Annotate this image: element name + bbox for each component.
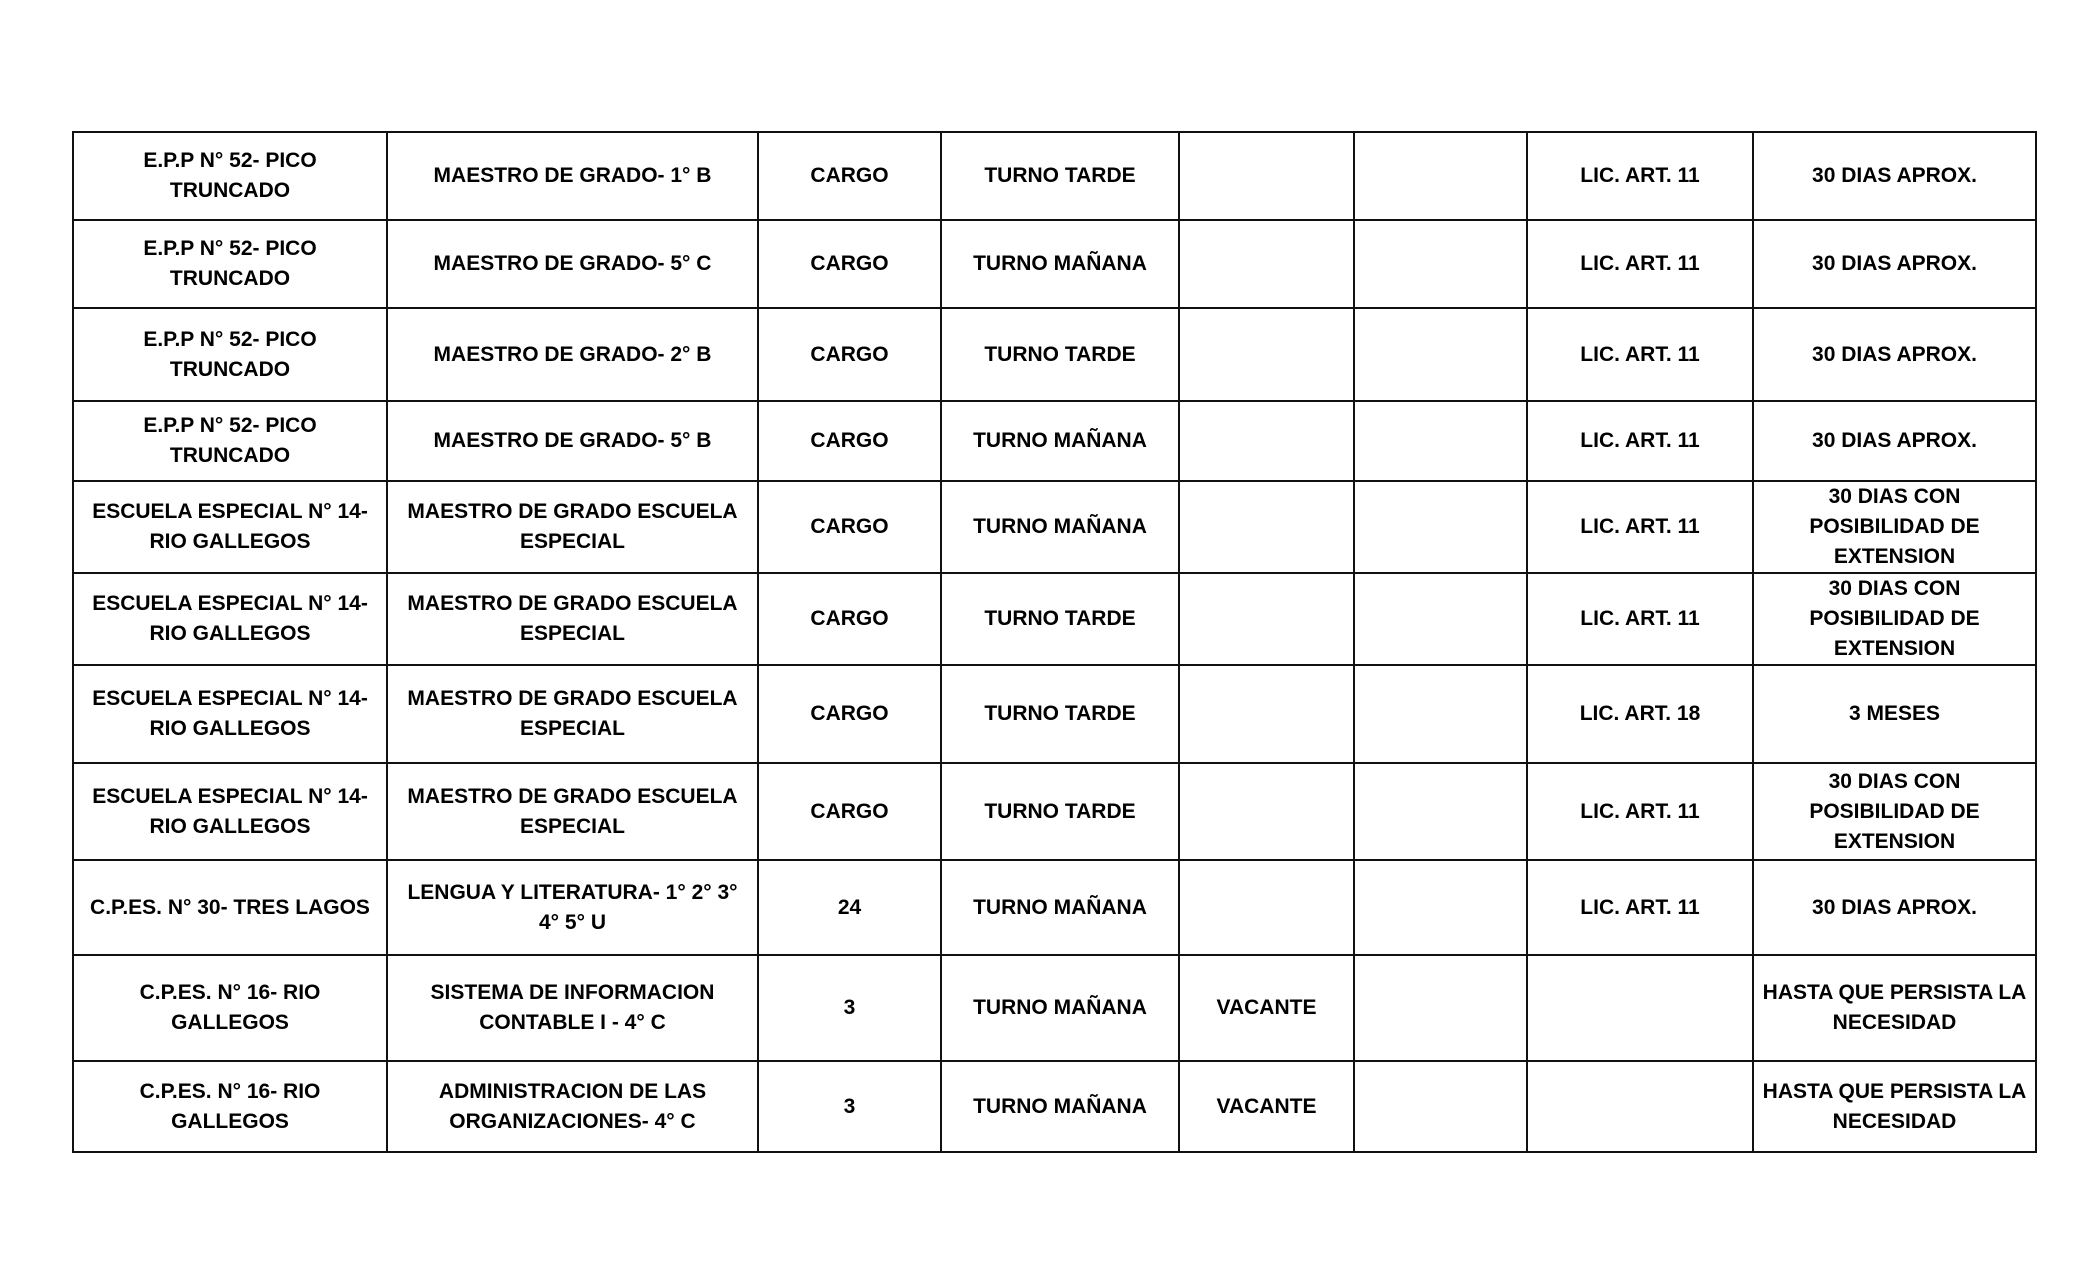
cell-license: [1527, 955, 1753, 1061]
cell-school: E.P.P N° 52- PICO TRUNCADO: [73, 401, 387, 481]
cell-status: [1179, 308, 1354, 401]
cell-shift: TURNO TARDE: [941, 763, 1179, 860]
cell-empty: [1354, 573, 1527, 665]
cell-school: E.P.P N° 52- PICO TRUNCADO: [73, 308, 387, 401]
cell-hours: CARGO: [758, 665, 941, 763]
cell-position: LENGUA Y LITERATURA- 1° 2° 3° 4° 5° U: [387, 860, 758, 955]
cell-school: E.P.P N° 52- PICO TRUNCADO: [73, 220, 387, 308]
cell-duration: 30 DIAS APROX.: [1753, 132, 2036, 220]
cell-duration: 3 MESES: [1753, 665, 2036, 763]
cell-hours: CARGO: [758, 220, 941, 308]
cell-hours: 3: [758, 955, 941, 1061]
cell-empty: [1354, 220, 1527, 308]
cell-position: SISTEMA DE INFORMACION CONTABLE I - 4° C: [387, 955, 758, 1061]
table-body: [73, 132, 2036, 1152]
cell-license: LIC. ART. 11: [1527, 132, 1753, 220]
cell-duration: HASTA QUE PERSISTA LA NECESIDAD: [1753, 1061, 2036, 1152]
cell-status: [1179, 763, 1354, 860]
cell-status: [1179, 665, 1354, 763]
cell-shift: TURNO TARDE: [941, 308, 1179, 401]
cell-status: [1179, 573, 1354, 665]
cell-license: LIC. ART. 11: [1527, 573, 1753, 665]
cell-license: LIC. ART. 11: [1527, 308, 1753, 401]
cell-position: ADMINISTRACION DE LAS ORGANIZACIONES- 4° C: [387, 1061, 758, 1152]
cell-empty: [1354, 401, 1527, 481]
cell-empty: [1354, 763, 1527, 860]
table-row: [73, 308, 2036, 401]
cell-shift: TURNO MAÑANA: [941, 1061, 1179, 1152]
table-row: [73, 401, 2036, 481]
cell-empty: [1354, 860, 1527, 955]
cell-license: LIC. ART. 11: [1527, 401, 1753, 481]
table-row: [73, 1061, 2036, 1152]
cell-status: VACANTE: [1179, 1061, 1354, 1152]
cell-duration: 30 DIAS CON POSIBILIDAD DE EXTENSION: [1753, 763, 2036, 860]
cell-shift: TURNO MAÑANA: [941, 220, 1179, 308]
cell-hours: CARGO: [758, 132, 941, 220]
table-row: [73, 220, 2036, 308]
vacancy-sheet: [72, 131, 2035, 1153]
cell-status: [1179, 132, 1354, 220]
table-row: [73, 665, 2036, 763]
cell-duration: 30 DIAS APROX.: [1753, 308, 2036, 401]
cell-hours: CARGO: [758, 763, 941, 860]
cell-position: MAESTRO DE GRADO- 5° B: [387, 401, 758, 481]
cell-status: VACANTE: [1179, 955, 1354, 1061]
cell-empty: [1354, 308, 1527, 401]
table-row: [73, 955, 2036, 1061]
cell-shift: TURNO MAÑANA: [941, 860, 1179, 955]
cell-shift: TURNO MAÑANA: [941, 481, 1179, 573]
cell-position: MAESTRO DE GRADO ESCUELA ESPECIAL: [387, 763, 758, 860]
cell-hours: CARGO: [758, 481, 941, 573]
cell-school: C.P.ES. N° 16- RIO GALLEGOS: [73, 1061, 387, 1152]
cell-shift: TURNO MAÑANA: [941, 401, 1179, 481]
cell-empty: [1354, 1061, 1527, 1152]
cell-school: E.P.P N° 52- PICO TRUNCADO: [73, 132, 387, 220]
cell-position: MAESTRO DE GRADO ESCUELA ESPECIAL: [387, 573, 758, 665]
cell-hours: CARGO: [758, 401, 941, 481]
cell-status: [1179, 860, 1354, 955]
cell-duration: 30 DIAS APROX.: [1753, 401, 2036, 481]
cell-empty: [1354, 481, 1527, 573]
cell-shift: TURNO TARDE: [941, 665, 1179, 763]
cell-school: ESCUELA ESPECIAL N° 14- RIO GALLEGOS: [73, 481, 387, 573]
cell-license: [1527, 1061, 1753, 1152]
cell-empty: [1354, 132, 1527, 220]
cell-license: LIC. ART. 11: [1527, 220, 1753, 308]
cell-shift: TURNO MAÑANA: [941, 955, 1179, 1061]
cell-duration: 30 DIAS CON POSIBILIDAD DE EXTENSION: [1753, 481, 2036, 573]
cell-license: LIC. ART. 11: [1527, 763, 1753, 860]
table-row: [73, 132, 2036, 220]
cell-status: [1179, 220, 1354, 308]
table-row: [73, 763, 2036, 860]
cell-license: LIC. ART. 11: [1527, 860, 1753, 955]
cell-hours: 3: [758, 1061, 941, 1152]
cell-hours: 24: [758, 860, 941, 955]
cell-position: MAESTRO DE GRADO- 1° B: [387, 132, 758, 220]
cell-school: C.P.ES. N° 16- RIO GALLEGOS: [73, 955, 387, 1061]
cell-school: ESCUELA ESPECIAL N° 14- RIO GALLEGOS: [73, 763, 387, 860]
vacancy-table: [72, 131, 2037, 1153]
cell-license: LIC. ART. 18: [1527, 665, 1753, 763]
cell-hours: CARGO: [758, 308, 941, 401]
cell-shift: TURNO TARDE: [941, 573, 1179, 665]
cell-duration: HASTA QUE PERSISTA LA NECESIDAD: [1753, 955, 2036, 1061]
cell-status: [1179, 401, 1354, 481]
cell-position: MAESTRO DE GRADO- 2° B: [387, 308, 758, 401]
table-row: [73, 481, 2036, 573]
cell-status: [1179, 481, 1354, 573]
table-row: [73, 573, 2036, 665]
cell-duration: 30 DIAS CON POSIBILIDAD DE EXTENSION: [1753, 573, 2036, 665]
cell-hours: CARGO: [758, 573, 941, 665]
cell-empty: [1354, 955, 1527, 1061]
cell-empty: [1354, 665, 1527, 763]
cell-shift: TURNO TARDE: [941, 132, 1179, 220]
cell-position: MAESTRO DE GRADO- 5° C: [387, 220, 758, 308]
cell-position: MAESTRO DE GRADO ESCUELA ESPECIAL: [387, 665, 758, 763]
cell-position: MAESTRO DE GRADO ESCUELA ESPECIAL: [387, 481, 758, 573]
cell-school: C.P.ES. N° 30- TRES LAGOS: [73, 860, 387, 955]
cell-duration: 30 DIAS APROX.: [1753, 860, 2036, 955]
table-row: [73, 860, 2036, 955]
cell-duration: 30 DIAS APROX.: [1753, 220, 2036, 308]
cell-school: ESCUELA ESPECIAL N° 14- RIO GALLEGOS: [73, 573, 387, 665]
cell-school: ESCUELA ESPECIAL N° 14- RIO GALLEGOS: [73, 665, 387, 763]
cell-license: LIC. ART. 11: [1527, 481, 1753, 573]
